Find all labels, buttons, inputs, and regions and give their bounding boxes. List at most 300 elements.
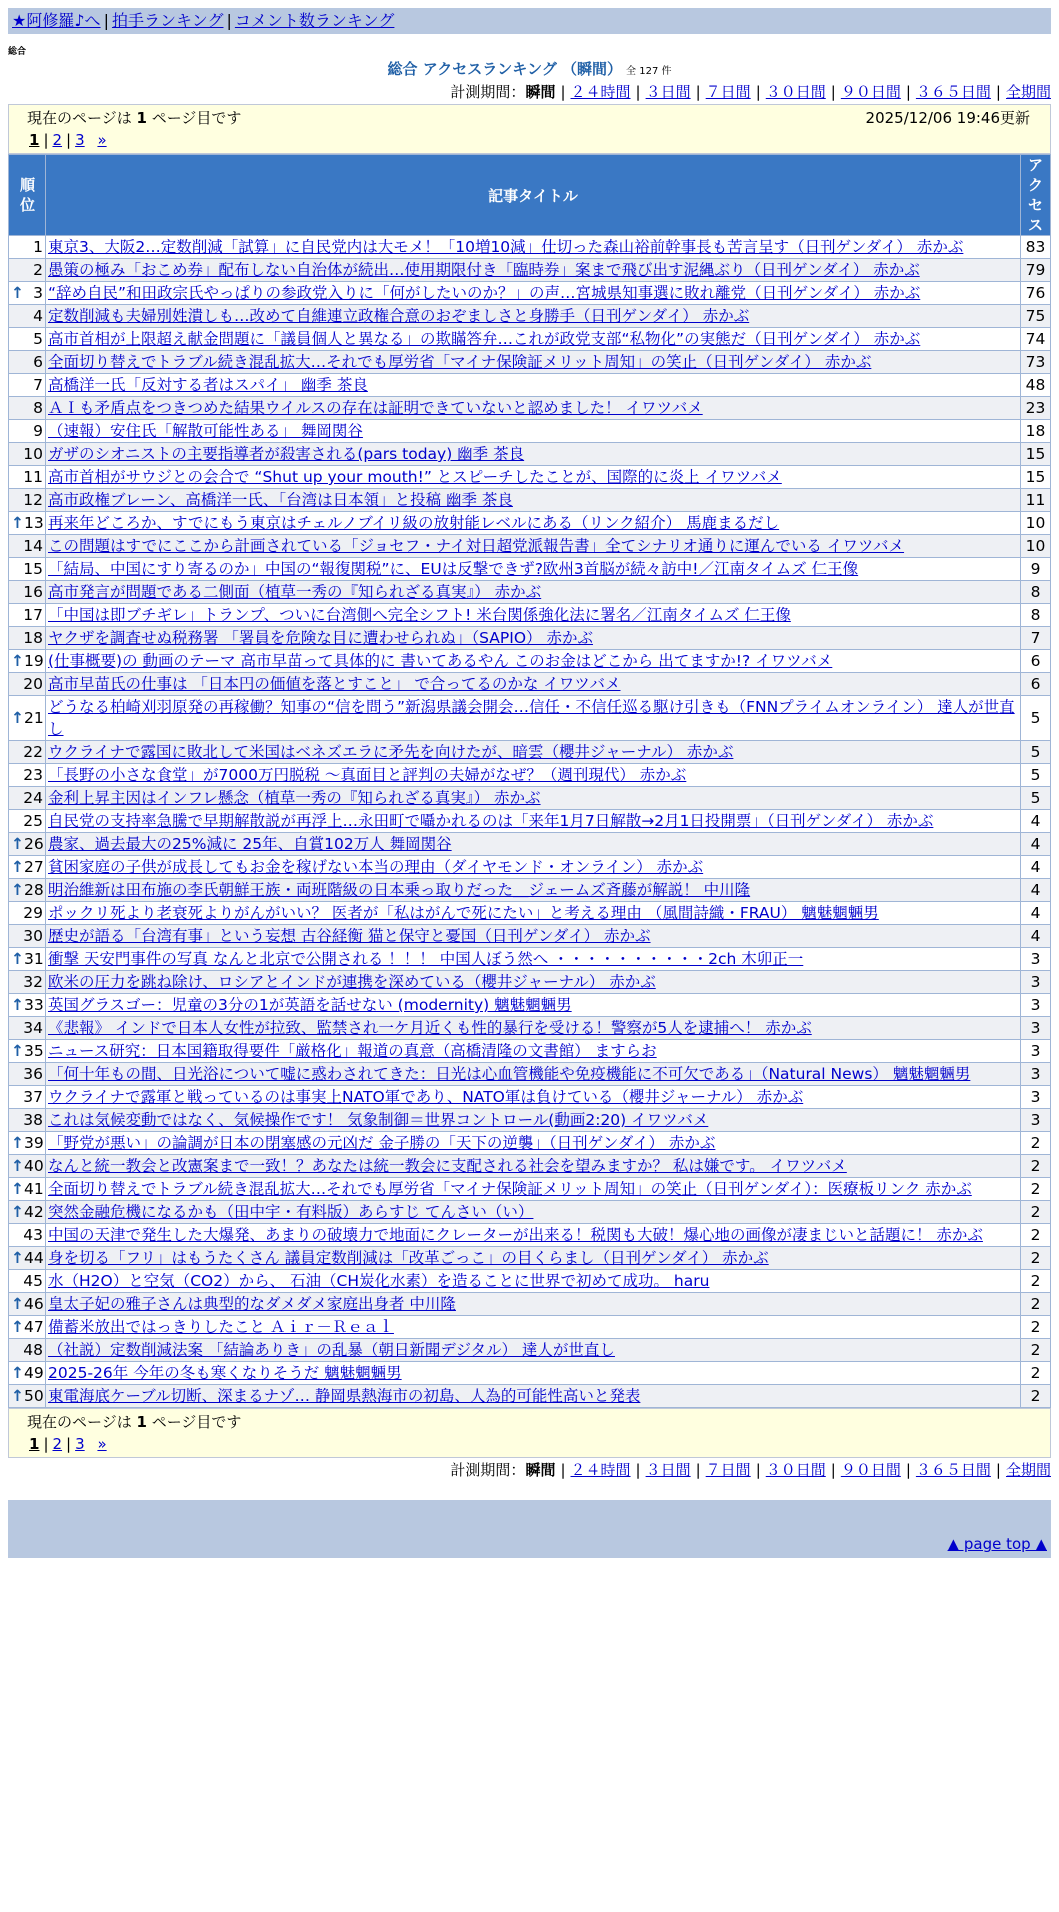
up-arrow-icon: ↑: [11, 1134, 24, 1152]
period-separator: |: [755, 83, 761, 101]
table-row: [9, 535, 1051, 558]
title-cell: [46, 1017, 1021, 1040]
access-count: 8: [1021, 604, 1051, 627]
table-row: [9, 397, 1051, 420]
article-link[interactable]: ＡＩも矛盾点をつきつめた結果ウイルスの存在は証明できていないと認めました！ イワツバメ: [48, 399, 703, 417]
access-count: 3: [1021, 971, 1051, 994]
article-link[interactable]: 「野党が悪い」の論調が日本の閉塞感の元凶だ 金子勝の「天下の逆襲」（日刊ゲンダイ） 赤かぶ: [48, 1134, 716, 1152]
table-row: [9, 994, 1051, 1017]
rank-number: 29: [23, 904, 43, 922]
pager-page-link[interactable]: 3: [75, 1435, 85, 1453]
pager-page-link[interactable]: 2: [52, 131, 63, 149]
title-header: 記事タイトル: [46, 155, 1021, 236]
rank-number: 25: [23, 812, 43, 830]
table-row: [9, 374, 1051, 397]
up-arrow-icon: ↑: [11, 1387, 24, 1405]
access-count: 15: [1021, 466, 1051, 489]
article-link[interactable]: 再来年どころか、すでにもう東京はチェルノブイリ級の放射能レベルにある（リンク紹介） 馬鹿まるだし: [48, 514, 780, 532]
rank-number: 40: [24, 1157, 44, 1175]
period-separator: |: [830, 1461, 836, 1479]
period-separator: |: [755, 1461, 761, 1479]
rank-cell: [9, 1086, 46, 1109]
access-count: 74: [1021, 328, 1051, 351]
up-arrow-icon: ↑: [11, 1203, 24, 1221]
rank-cell: [9, 925, 46, 948]
article-link[interactable]: 愚策の極み「おこめ券」配布しない自治体が続出…使用期限付き「臨時券」案まで飛び出す泥縄ぶり（日刊ゲンダイ） 赤かぶ: [48, 261, 920, 279]
title-cell: [46, 1040, 1021, 1063]
table-row: [9, 1385, 1051, 1408]
article-link[interactable]: 2025-26年 今年の冬も寒くなりそうだ 魑魅魍魎男: [48, 1364, 402, 1382]
access-count: 3: [1021, 1086, 1051, 1109]
table-row: [9, 1293, 1051, 1316]
table-row: [9, 236, 1051, 259]
up-arrow-icon: ↑: [11, 950, 24, 968]
rank-number: 36: [23, 1065, 43, 1083]
rank-number: 41: [24, 1180, 44, 1198]
rank-cell: [9, 1040, 46, 1063]
period-option[interactable]: ３日間: [645, 83, 691, 101]
article-link[interactable]: 高橋洋一氏「反対する者はスパイ」 幽季 茶良: [48, 376, 368, 394]
access-count: 3: [1021, 1063, 1051, 1086]
ranking-title-block: [0, 58, 1059, 80]
access-count: 83: [1021, 236, 1051, 259]
table-row: [9, 282, 1051, 305]
period-option[interactable]: ７日間: [705, 83, 751, 101]
period-option[interactable]: ３日間: [645, 1461, 691, 1479]
pager-current-page: 1: [29, 131, 40, 149]
rank-cell: [9, 1132, 46, 1155]
rank-number: 37: [23, 1088, 43, 1106]
article-link[interactable]: 「何十年もの間、日光浴について嘘に惑わされてきた：日光は心血管機能や免疫機能に不可欠である」（Natural News） 魑魅魍魎男: [48, 1065, 971, 1083]
rank-cell: [9, 1201, 46, 1224]
title-cell: [46, 466, 1021, 489]
article-link[interactable]: 東電海底ケーブル切断、深まるナゾ… 静岡県熱海市の初島、人為的可能性高いと発表: [48, 1387, 641, 1405]
table-row: [9, 1316, 1051, 1339]
access-count: 2: [1021, 1270, 1051, 1293]
table-row: [9, 443, 1051, 466]
table-row: [9, 971, 1051, 994]
period-option[interactable]: ３６５日間: [915, 1461, 991, 1479]
current-page-text: 現在のページは 1 ページ目です: [27, 109, 242, 127]
access-count: 10: [1021, 512, 1051, 535]
title-cell: [46, 994, 1021, 1017]
rank-number: 9: [33, 422, 43, 440]
up-arrow-icon: ↑: [11, 996, 24, 1014]
period-option[interactable]: ３０日間: [765, 83, 826, 101]
article-link[interactable]: 「長野の小さな食堂」が7000万円脱税 〜真面目と評判の夫婦がなぜ？（週刊現代） 赤かぶ: [48, 766, 687, 784]
pager-current-page: 1: [29, 1435, 40, 1453]
article-link[interactable]: 農家、過去最大の25%減に 25年、自賞102万人 舞岡関谷: [48, 835, 452, 853]
rank-cell: [9, 650, 46, 673]
rank-cell: [9, 833, 46, 856]
article-link[interactable]: 「中国は即ブチギレ」トランプ、ついに台湾側へ完全シフト! 米台関係強化法に署名／江南タイムズ 仁王像: [48, 606, 791, 624]
access-count: 5: [1021, 696, 1051, 741]
title-cell: [46, 1086, 1021, 1109]
access-header: アクセス: [1021, 155, 1051, 236]
page-top-link[interactable]: ▲ page top ▲: [947, 1535, 1047, 1553]
table-row: [9, 259, 1051, 282]
rank-cell: [9, 558, 46, 581]
rank-cell: [9, 856, 46, 879]
rank-cell: [9, 1270, 46, 1293]
rank-number: 27: [24, 858, 44, 876]
article-link[interactable]: なんと統一教会と改憲案まで一致！？あなたは統一教会に支配される社会を望みますか？ 私は嫌です。 イワツバメ: [48, 1157, 847, 1175]
rank-number: 5: [33, 330, 43, 348]
title-cell: [46, 558, 1021, 581]
table-row: [9, 1270, 1051, 1293]
article-link[interactable]: (仕事概要)の 動画のテーマ 高市早苗って具体的に 書いてあるやん このお金はどこから 出てますか!? イワツバメ: [48, 652, 833, 670]
access-count: 2: [1021, 1385, 1051, 1408]
rank-cell: [9, 1247, 46, 1270]
article-link[interactable]: 高市政権ブレーン、高橋洋一氏、「台湾は日本領」と投稿 幽季 茶良: [48, 491, 513, 509]
rank-cell: [9, 994, 46, 1017]
rank-cell: [9, 1155, 46, 1178]
title-cell: [46, 420, 1021, 443]
up-arrow-icon: ↑: [11, 1318, 24, 1336]
period-option[interactable]: ９０日間: [840, 83, 901, 101]
rank-cell: [9, 305, 46, 328]
home-link[interactable]: ★阿修羅♪へ: [12, 11, 101, 30]
rank-number: 31: [24, 950, 44, 968]
article-link[interactable]: 定数削減も夫婦別姓潰しも…改めて自維連立政権合意のおぞましさと身勝手（日刊ゲンダイ） 赤かぶ: [48, 307, 750, 325]
article-link[interactable]: ウクライナで露軍と戦っているのは事実上NATO軍であり、NATO軍は負けている（櫻井ジャーナル） 赤かぶ: [48, 1088, 804, 1106]
period-current: 瞬間: [525, 1461, 556, 1479]
rank-number: 38: [23, 1111, 43, 1129]
period-option[interactable]: ９０日間: [840, 1461, 901, 1479]
rank-number: 34: [23, 1019, 43, 1037]
article-link[interactable]: （社説）定数削減法案 「結論ありき」の乱暴（朝日新聞デジタル） 達人が世直し: [48, 1341, 615, 1359]
title-cell: [46, 374, 1021, 397]
period-separator: |: [905, 1461, 911, 1479]
article-link[interactable]: ガザのシオニストの主要指導者が殺害される(pars today) 幽季 茶良: [48, 445, 525, 463]
table-row: [9, 764, 1051, 787]
period-label: 計測期間：: [450, 1461, 526, 1479]
up-arrow-icon: ↑: [11, 284, 24, 302]
total-count: 全 127 件: [626, 66, 672, 77]
period-separator: |: [995, 83, 1001, 101]
period-separator: |: [560, 83, 566, 101]
access-count: 4: [1021, 856, 1051, 879]
article-link[interactable]: 自民党の支持率急騰で早期解散説が再浮上…永田町で囁かれるのは「来年1月7日解散→2月1日投開票」（日刊ゲンダイ） 赤かぶ: [48, 812, 934, 830]
rank-cell: [9, 1224, 46, 1247]
access-count: 3: [1021, 1109, 1051, 1132]
rank-cell: [9, 328, 46, 351]
title-cell: [46, 1247, 1021, 1270]
period-option[interactable]: ２４時間: [570, 83, 631, 101]
rank-cell: [9, 1109, 46, 1132]
up-arrow-icon: ↑: [11, 1042, 24, 1060]
access-count: 10: [1021, 535, 1051, 558]
title-cell: [46, 443, 1021, 466]
rank-number: 10: [23, 445, 43, 463]
article-link[interactable]: 全面切り替えでトラブル続き混乱拡大…それでも厚労省「マイナ保険証メリット周知」の笑止（日刊ゲンダイ）：医療板リンク 赤かぶ: [48, 1180, 972, 1198]
title-cell: [46, 948, 1021, 971]
access-count: 5: [1021, 764, 1051, 787]
title-cell: [46, 328, 1021, 351]
pager-separator: |: [43, 131, 49, 149]
access-count: 2: [1021, 1362, 1051, 1385]
access-count: 11: [1021, 489, 1051, 512]
rank-number: 42: [24, 1203, 44, 1221]
article-link[interactable]: 明治維新は田布施の李氏朝鮮王族・両班階級の日本乗っ取りだった＿ジェームズ斉藤が解説！ 中川隆: [48, 881, 751, 899]
rank-number: 35: [24, 1042, 44, 1060]
title-cell: [46, 925, 1021, 948]
rank-number: 47: [24, 1318, 44, 1336]
article-link[interactable]: 皇太子妃の雅子さんは典型的なダメダメ家庭出身者 中川隆: [48, 1295, 456, 1313]
article-link[interactable]: ヤクザを調査せぬ税務署 「署員を危険な目に遭わせられぬ」（SAPIO） 赤かぶ: [48, 629, 593, 647]
title-cell: [46, 673, 1021, 696]
rank-number: 24: [23, 789, 43, 807]
rank-number: 18: [23, 629, 43, 647]
current-page-number: 1: [136, 1413, 147, 1431]
article-link[interactable]: 高市早苗氏の仕事は 「日本円の価値を落とすこと」 で合ってるのかな イワツバメ: [48, 675, 621, 693]
rank-number: 45: [23, 1272, 43, 1290]
title-cell: [46, 833, 1021, 856]
article-link[interactable]: “辞め自民”和田政宗氏やっぱりの参政党入りに「何がしたいのか？」の声…宮城県知事選に敗れ離党（日刊ゲンダイ） 赤かぶ: [48, 284, 921, 302]
comment-ranking-link[interactable]: コメント数ランキング: [234, 11, 395, 30]
article-link[interactable]: 歴史が語る「台湾有事」という妄想 古谷経衡 猫と保守と憂国（日刊ゲンダイ） 赤かぶ: [48, 927, 651, 945]
up-arrow-icon: ↑: [11, 709, 24, 727]
table-row: [9, 1017, 1051, 1040]
period-separator: |: [695, 1461, 701, 1479]
rank-cell: [9, 764, 46, 787]
rank-number: 48: [23, 1341, 43, 1359]
title-cell: [46, 512, 1021, 535]
top-nav: [8, 8, 1051, 34]
access-count: 8: [1021, 581, 1051, 604]
rank-number: 3: [33, 284, 43, 302]
article-link[interactable]: 高市首相がサウジとの会合で “Shut up your mouth!” とスピーチしたことが、国際的に炎上 イワツバメ: [48, 468, 782, 486]
pager-separator: |: [66, 131, 72, 149]
title-cell: [46, 741, 1021, 764]
period-option[interactable]: ２４時間: [570, 1461, 631, 1479]
nav-separator: |: [103, 11, 109, 30]
rank-number: 13: [24, 514, 44, 532]
rank-number: 44: [24, 1249, 44, 1267]
table-row: [9, 581, 1051, 604]
table-row: [9, 1109, 1051, 1132]
page-info-bottom: [8, 1408, 1051, 1458]
up-arrow-icon: ↑: [11, 652, 24, 670]
page-top-bar: [8, 1530, 1051, 1558]
rank-cell: [9, 1017, 46, 1040]
article-link[interactable]: （速報）安住氏「解散可能性ある」 舞岡関谷: [48, 422, 363, 440]
rank-number: 43: [23, 1226, 43, 1244]
rank-cell: [9, 1385, 46, 1408]
table-row: [9, 948, 1051, 971]
rank-cell: [9, 535, 46, 558]
category-tag: 総合: [8, 47, 27, 57]
table-row: [9, 1362, 1051, 1385]
title-cell: [46, 604, 1021, 627]
access-count: 7: [1021, 627, 1051, 650]
rank-cell: [9, 236, 46, 259]
article-link[interactable]: これは気候変動ではなく、気候操作です！ 気象制御＝世界コントロール(動画2:20) イワツバメ: [48, 1111, 709, 1129]
period-option[interactable]: 全期間: [1005, 83, 1051, 101]
up-arrow-icon: ↑: [11, 1295, 24, 1313]
title-cell: [46, 1293, 1021, 1316]
access-count: 5: [1021, 787, 1051, 810]
article-link[interactable]: 高市首相が上限超え献金問題に「議員個人と異なる」の欺瞞答弁…これが政党支部“私物化”の実態だ（日刊ゲンダイ） 赤かぶ: [48, 330, 921, 348]
rank-number: 7: [33, 376, 43, 394]
access-count: 2: [1021, 1178, 1051, 1201]
table-row: [9, 351, 1051, 374]
rank-number: 21: [24, 709, 44, 727]
article-link[interactable]: 東京3、大阪2…定数削減「試算」に自民党内は大モメ！「10増10減」仕切った森山裕前幹事長も苦言呈す（日刊ゲンダイ） 赤かぶ: [48, 238, 964, 256]
table-row: [9, 305, 1051, 328]
rank-cell: [9, 397, 46, 420]
title-cell: [46, 764, 1021, 787]
article-link[interactable]: 金利上昇主因はインフレ懸念（植草一秀の『知られざる真実』） 赤かぶ: [48, 789, 541, 807]
table-row: [9, 466, 1051, 489]
table-row: [9, 1132, 1051, 1155]
rank-number: 32: [23, 973, 43, 991]
article-link[interactable]: 貧困家庭の子供が成長してもお金を稼げない本当の理由（ダイヤモンド・オンライン） 赤かぶ: [48, 858, 704, 876]
title-cell: [46, 1270, 1021, 1293]
title-cell: [46, 1155, 1021, 1178]
rank-number: 4: [33, 307, 43, 325]
table-row: [9, 627, 1051, 650]
table-row: [9, 604, 1051, 627]
title-cell: [46, 1201, 1021, 1224]
article-link[interactable]: 突然金融危機になるかも（田中宇・有料版）あらすじ てんさい（い）: [48, 1203, 534, 1221]
pager-next-link[interactable]: »: [97, 131, 107, 149]
access-count: 79: [1021, 259, 1051, 282]
title-cell: [46, 489, 1021, 512]
table-row: [9, 512, 1051, 535]
article-link[interactable]: 《悲報》 インドで日本人女性が拉致、監禁され一ケ月近くも性的暴行を受ける！警察が5人を逮捕へ！ 赤かぶ: [48, 1019, 812, 1037]
title-cell: [46, 650, 1021, 673]
rank-cell: [9, 971, 46, 994]
clap-ranking-link[interactable]: 拍手ランキング: [111, 11, 224, 30]
period-selector-bottom: [0, 1458, 1051, 1482]
rank-number: 49: [24, 1364, 44, 1382]
rank-number: 6: [33, 353, 43, 371]
title-cell: [46, 397, 1021, 420]
article-link[interactable]: 高市発言が問題である二側面（植草一秀の『知られざる真実』） 赤かぶ: [48, 583, 542, 601]
updated-timestamp: 2025/12/06 19:46更新: [865, 109, 1030, 127]
rank-number: 19: [24, 652, 44, 670]
rank-header: 順位: [9, 155, 46, 236]
pager-page-link[interactable]: 2: [52, 1435, 63, 1453]
title-cell: [46, 1362, 1021, 1385]
ranking-title: 総合 アクセスランキング （瞬間）: [387, 60, 623, 78]
article-link[interactable]: 欧米の圧力を跳ね除け、ロシアとインドが連携を深めている（櫻井ジャーナル） 赤かぶ: [48, 973, 656, 991]
article-link[interactable]: どうなる柏崎刈羽原発の再稼働？知事の“信を問う”新潟県議会開会…信任・不信任巡る駆け引きも（FNNプライムオンライン） 達人が世直し: [48, 698, 1015, 738]
rank-cell: [9, 1293, 46, 1316]
access-count: 2: [1021, 1339, 1051, 1362]
article-link[interactable]: この問題はすでにここから計画されている「ジョセフ・ナイ対日超党派報告書」全てシナリオ通りに運んでいる イワツバメ: [48, 537, 905, 555]
article-link[interactable]: 水（H2O）と空気（CO2）から、 石油（CH炭化水素）を造ることに世界で初めて成功。 haru: [48, 1272, 710, 1290]
pager-separator: [85, 1435, 98, 1453]
rank-cell: [9, 259, 46, 282]
article-link[interactable]: 全面切り替えでトラブル続き混乱拡大…それでも厚労省「マイナ保険証メリット周知」の笑止（日刊ゲンダイ） 赤かぶ: [48, 353, 872, 371]
period-option[interactable]: ７日間: [705, 1461, 751, 1479]
title-cell: [46, 1385, 1021, 1408]
access-count: 18: [1021, 420, 1051, 443]
table-row: [9, 833, 1051, 856]
period-option[interactable]: 全期間: [1005, 1461, 1051, 1479]
footer-bar: [8, 1500, 1051, 1530]
rank-cell: [9, 673, 46, 696]
article-link[interactable]: 備蓄米放出ではっきりしたこと Ａｉｒ－Ｒｅａｌ: [48, 1318, 394, 1336]
rank-cell: [9, 810, 46, 833]
access-count: 2: [1021, 1316, 1051, 1339]
rank-number: 17: [23, 606, 43, 624]
table-row: [9, 650, 1051, 673]
rank-cell: [9, 627, 46, 650]
period-option[interactable]: ３０日間: [765, 1461, 826, 1479]
article-link[interactable]: 身を切る「フリ」はもうたくさん 議員定数削減は「改革ごっこ」の目くらまし（日刊ゲンダイ） 赤かぶ: [48, 1249, 769, 1267]
title-cell: [46, 351, 1021, 374]
access-count: 4: [1021, 879, 1051, 902]
table-row: [9, 1224, 1051, 1247]
period-separator: |: [830, 83, 836, 101]
rank-cell: [9, 696, 46, 741]
up-arrow-icon: ↑: [11, 858, 24, 876]
rank-cell: [9, 1178, 46, 1201]
rank-number: 20: [23, 675, 43, 693]
article-link[interactable]: 中国の天津で発生した大爆発、あまりの破壊力で地面にクレーターが出来る！税関も大破！爆心地の画像が凄まじいと話題に！ 赤かぶ: [48, 1226, 983, 1244]
table-row: [9, 1086, 1051, 1109]
period-selector-top: [0, 80, 1051, 104]
access-count: 2: [1021, 1155, 1051, 1178]
access-count: 4: [1021, 902, 1051, 925]
rank-number: 11: [23, 468, 43, 486]
table-row: [9, 1155, 1051, 1178]
table-row: [9, 879, 1051, 902]
access-count: 4: [1021, 833, 1051, 856]
pager-separator: [85, 131, 98, 149]
title-cell: [46, 1178, 1021, 1201]
title-cell: [46, 282, 1021, 305]
table-row: [9, 810, 1051, 833]
access-count: 3: [1021, 948, 1051, 971]
article-link[interactable]: 衝撃 天安門事件の写真 なんと北京で公開される ！！！ 中国人ぼう然へ ・・・・・・・・・・2ch 木卯正一: [48, 950, 804, 968]
article-link[interactable]: 「結局、中国にすり寄るのか」中国の“報復関税”に、EUは反撃できず?欧州3首脳が続々訪中!／江南タイムズ 仁王像: [48, 560, 859, 578]
page-info-top: [8, 104, 1051, 154]
title-cell: [46, 787, 1021, 810]
article-link[interactable]: ポックリ死より老衰死よりがんがいい？ 医者が「私はがんで死にたい」と考える理由 （風間詩織・FRAU） 魑魅魍魎男: [48, 904, 879, 922]
access-count: 76: [1021, 282, 1051, 305]
article-link[interactable]: 英国グラスゴー：児童の3分の1が英語を話せない (modernity) 魑魅魍魎男: [48, 996, 572, 1014]
title-cell: [46, 879, 1021, 902]
access-count: 2: [1021, 1201, 1051, 1224]
article-link[interactable]: ウクライナで露国に敗北して米国はベネズエラに矛先を向けたが、暗雲（櫻井ジャーナル） 赤かぶ: [48, 743, 734, 761]
table-row: [9, 856, 1051, 879]
table-row: [9, 328, 1051, 351]
rank-cell: [9, 741, 46, 764]
table-row: [9, 741, 1051, 764]
rank-cell: [9, 581, 46, 604]
title-cell: [46, 259, 1021, 282]
table-row: [9, 489, 1051, 512]
rank-number: 50: [24, 1387, 44, 1405]
rank-cell: [9, 902, 46, 925]
period-option[interactable]: ３６５日間: [915, 83, 991, 101]
pager-page-link[interactable]: 3: [75, 131, 85, 149]
period-separator: |: [695, 83, 701, 101]
rank-cell: [9, 374, 46, 397]
rank-number: 16: [23, 583, 43, 601]
period-separator: |: [560, 1461, 566, 1479]
rank-cell: [9, 512, 46, 535]
pager-next-link[interactable]: »: [97, 1435, 107, 1453]
up-arrow-icon: ↑: [11, 881, 24, 899]
title-cell: [46, 305, 1021, 328]
rank-cell: [9, 420, 46, 443]
article-link[interactable]: ニュース研究：日本国籍取得要件「厳格化」報道の真意（高橋清隆の文書館） ますらお: [48, 1042, 657, 1060]
